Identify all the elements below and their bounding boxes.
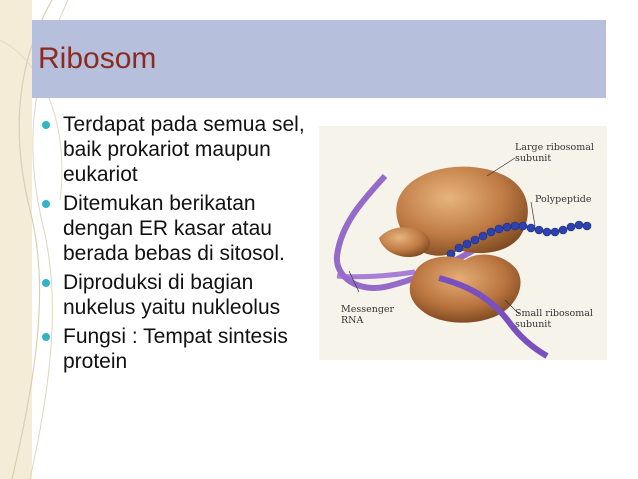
bullet-dot-icon <box>42 333 50 341</box>
bullet-text: Diproduksi di bagian nukelus yaitu nukleolus <box>63 271 281 319</box>
bullet-text: Terdapat pada semua sel, baik prokariot maupun eukariot <box>63 113 305 186</box>
list-item <box>42 324 312 374</box>
bullet-text: Ditemukan berikatan dengan ER kasar atau berada bebas di sitosol. <box>63 192 285 265</box>
bullet-dot-icon <box>42 279 50 287</box>
slide-title: Ribosom <box>38 42 157 75</box>
label-line: Small ribosomal <box>515 308 593 319</box>
bullet-dot-icon <box>42 121 50 129</box>
large-subunit-label <box>515 142 594 164</box>
bullet-list <box>42 112 312 378</box>
label-line: RNA <box>341 315 364 326</box>
label-line: Large ribosomal <box>515 142 594 153</box>
bullet-dot-icon <box>42 200 50 208</box>
title-bar <box>32 20 606 98</box>
polypeptide-label: Polypeptide <box>535 194 592 205</box>
label-line: Messenger <box>341 304 395 315</box>
ribosome-figure <box>319 126 607 360</box>
list-item <box>42 112 312 187</box>
label-line: subunit <box>515 319 552 330</box>
list-item <box>42 191 312 266</box>
bullet-text: Fungsi : Tempat sintesis protein <box>63 325 288 373</box>
label-line: subunit <box>515 153 552 164</box>
messenger-rna-label <box>341 304 394 326</box>
list-item <box>42 270 312 320</box>
small-subunit-label <box>515 308 593 330</box>
